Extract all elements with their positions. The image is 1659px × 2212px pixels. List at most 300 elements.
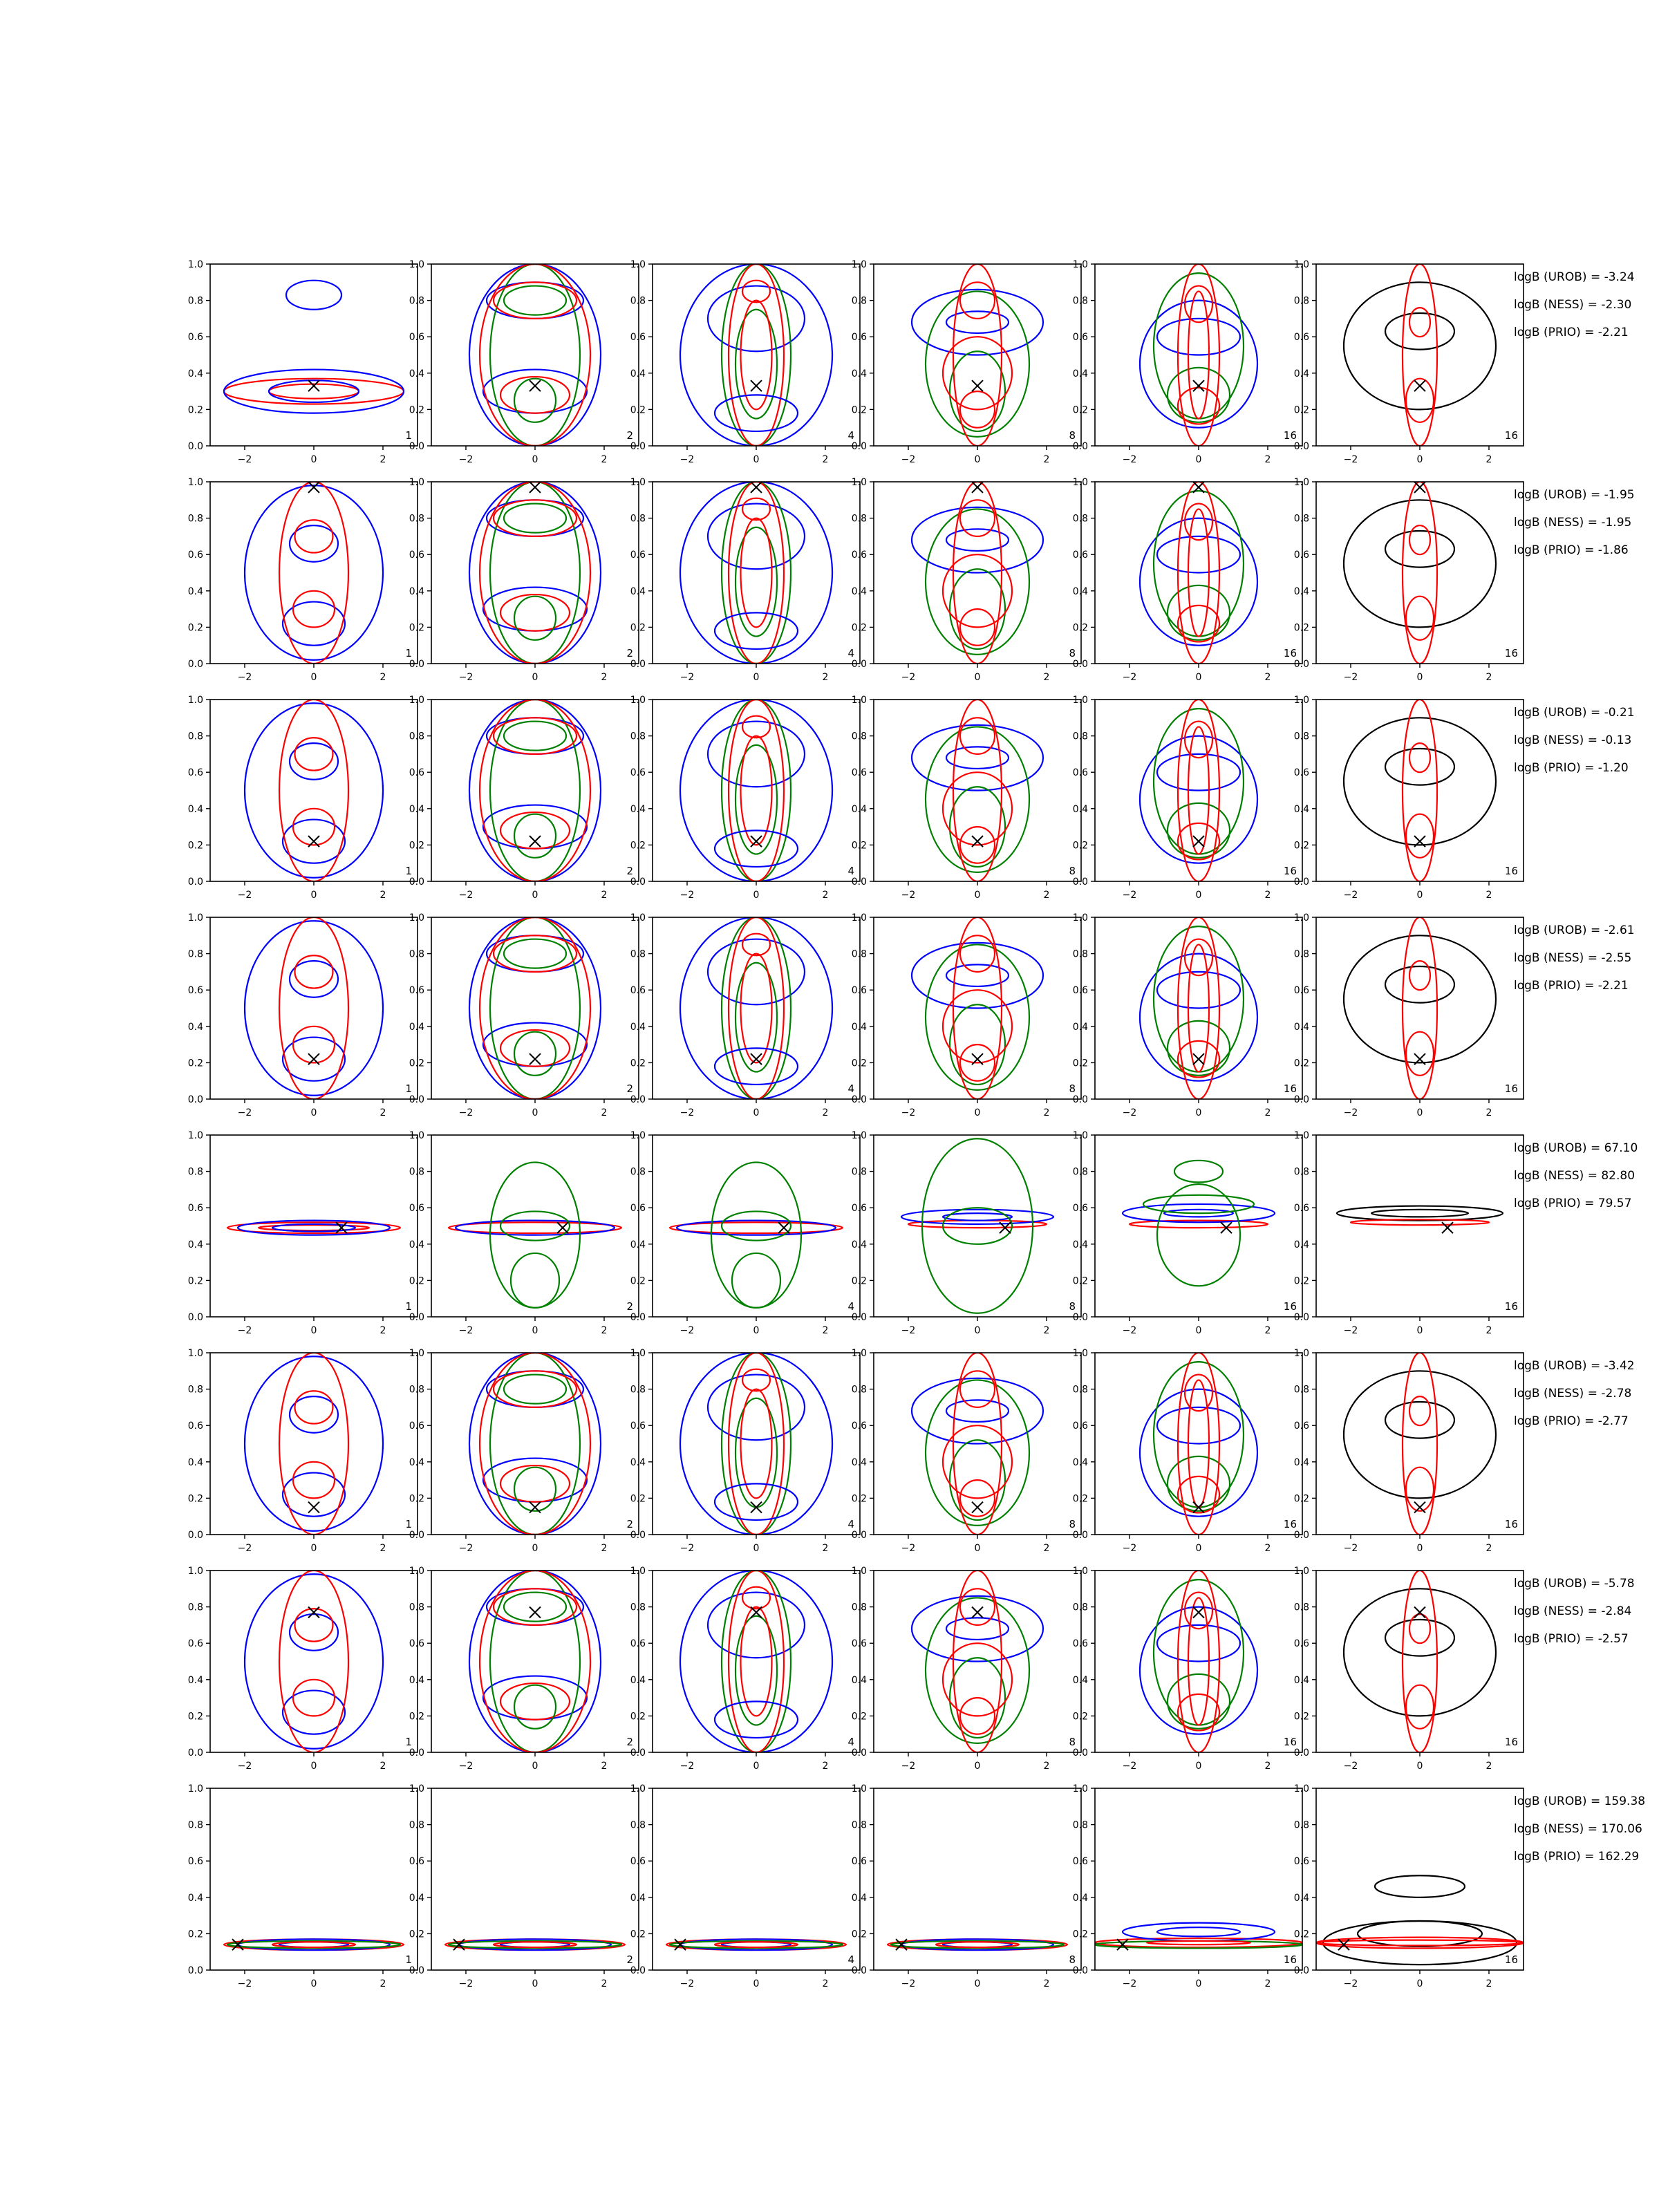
x-tick-label: 2 bbox=[379, 1978, 386, 1989]
contour-red-8 bbox=[500, 1465, 570, 1502]
y-tick-label: 0.2 bbox=[1293, 1929, 1309, 1940]
contour-green-4 bbox=[1168, 1456, 1230, 1511]
contour-red-1 bbox=[670, 1222, 843, 1233]
panel-row-3 bbox=[188, 695, 1635, 901]
y-tick-label: 0.6 bbox=[851, 767, 867, 779]
contour-group bbox=[666, 1939, 846, 1950]
x-tick-label: 0 bbox=[310, 1543, 317, 1554]
contour-group bbox=[1344, 264, 1496, 446]
contour-red-8 bbox=[500, 1030, 570, 1067]
y-tick-label: 0.8 bbox=[1293, 948, 1309, 960]
y-tick-label: 0.6 bbox=[1293, 985, 1309, 997]
y-tick-label: 0.0 bbox=[630, 877, 646, 888]
contour-blue-2 bbox=[487, 282, 583, 319]
y-tick-label: 0.0 bbox=[1072, 1094, 1088, 1105]
y-tick-label: 0.6 bbox=[187, 332, 203, 344]
contour-blue-2 bbox=[487, 1588, 583, 1625]
panel-corner-label: 4 bbox=[847, 429, 854, 442]
contour-group bbox=[469, 700, 601, 881]
contour-blue-1 bbox=[245, 1356, 383, 1530]
x-tick-label: 2 bbox=[822, 890, 829, 901]
contour-red-3 bbox=[1403, 917, 1437, 1099]
true-value-marker bbox=[529, 1053, 541, 1065]
contour-green-9 bbox=[514, 814, 556, 858]
contour-red-7 bbox=[960, 1588, 995, 1625]
y-tick-label: 0.8 bbox=[1293, 1166, 1309, 1178]
y-tick-label: 0.2 bbox=[630, 840, 646, 852]
contour-group bbox=[469, 1571, 601, 1752]
y-tick-label: 0.0 bbox=[1293, 1965, 1309, 1976]
logb-annotation: logB (UROB) = -1.95 bbox=[1514, 488, 1635, 502]
y-tick-label: 0.2 bbox=[409, 1058, 424, 1069]
y-tick-label: 0.4 bbox=[851, 1021, 867, 1033]
true-value-marker bbox=[308, 380, 319, 391]
panel-row-8 bbox=[188, 1783, 1645, 1989]
y-tick-label: 1.0 bbox=[409, 1130, 424, 1141]
x-tick-label: −2 bbox=[1343, 1543, 1358, 1554]
contour-blue-1 bbox=[1140, 736, 1257, 863]
contour-group bbox=[912, 1353, 1043, 1535]
panel-corner-label: 16 bbox=[1504, 1082, 1518, 1095]
true-value-marker bbox=[232, 1939, 243, 1950]
y-tick-label: 0.6 bbox=[1293, 550, 1309, 561]
x-tick-label: 2 bbox=[1043, 672, 1050, 683]
contour-red-4 bbox=[1409, 525, 1430, 554]
y-tick-label: 0.4 bbox=[630, 368, 646, 379]
contour-red-2 bbox=[224, 379, 404, 404]
y-tick-label: 0.6 bbox=[409, 1856, 424, 1868]
contour-blue-1 bbox=[245, 921, 383, 1095]
x-tick-label: −2 bbox=[1122, 1978, 1137, 1989]
contour-group bbox=[1316, 1875, 1524, 1965]
true-value-marker bbox=[557, 1222, 568, 1233]
y-tick-label: 0.8 bbox=[851, 295, 867, 307]
y-tick-label: 0.4 bbox=[1072, 803, 1088, 815]
x-tick-label: 2 bbox=[822, 1978, 829, 1989]
y-tick-label: 0.0 bbox=[630, 1312, 646, 1323]
axes-frame bbox=[431, 482, 639, 664]
y-tick-label: 0.2 bbox=[1072, 1058, 1088, 1069]
logb-annotation: logB (UROB) = -3.24 bbox=[1514, 270, 1635, 284]
panel-corner-label: 8 bbox=[1069, 647, 1076, 659]
y-tick-label: 0.4 bbox=[187, 1456, 203, 1468]
x-tick-label: −2 bbox=[679, 1325, 695, 1336]
contour-group bbox=[469, 482, 601, 664]
y-tick-label: 0.0 bbox=[409, 1094, 424, 1105]
axes-frame bbox=[210, 700, 418, 881]
y-tick-label: 0.8 bbox=[851, 1384, 867, 1396]
x-tick-label: 0 bbox=[1195, 1978, 1202, 1989]
panel-r7-c4 bbox=[852, 1566, 1081, 1772]
contour-green-4 bbox=[1168, 585, 1230, 640]
y-tick-label: 0.2 bbox=[630, 1058, 646, 1069]
y-tick-label: 0.0 bbox=[1072, 1312, 1088, 1323]
true-value-marker bbox=[529, 482, 541, 493]
x-tick-label: 2 bbox=[1264, 1543, 1271, 1554]
x-tick-label: 2 bbox=[1264, 1107, 1271, 1118]
contour-green-4 bbox=[735, 527, 777, 637]
panel-row-1 bbox=[188, 259, 1635, 465]
logb-annotation: logB (PRIO) = -2.57 bbox=[1514, 1632, 1629, 1646]
logb-annotation: logB (PRIO) = 79.57 bbox=[1514, 1197, 1632, 1210]
panel-corner-label: 1 bbox=[405, 1953, 412, 1966]
x-tick-label: −2 bbox=[1122, 672, 1137, 683]
contour-group bbox=[1095, 1923, 1302, 1951]
x-tick-label: 2 bbox=[822, 1761, 829, 1772]
x-tick-label: 0 bbox=[753, 1761, 760, 1772]
x-tick-label: −2 bbox=[1122, 890, 1137, 901]
y-tick-label: 0.6 bbox=[1293, 1638, 1309, 1650]
panel-r4-c6 bbox=[1294, 912, 1524, 1118]
contour-black-1 bbox=[1344, 282, 1496, 409]
contour-red-8 bbox=[742, 1587, 770, 1609]
contour-blue-2 bbox=[487, 1371, 583, 1407]
y-tick-label: 0.6 bbox=[1293, 332, 1309, 344]
x-tick-label: 2 bbox=[1264, 890, 1271, 901]
y-tick-label: 0.2 bbox=[630, 1493, 646, 1505]
y-tick-label: 0.4 bbox=[187, 1892, 203, 1904]
panel-r1-c4 bbox=[852, 259, 1081, 465]
y-tick-label: 0.0 bbox=[630, 659, 646, 670]
panel-corner-label: 8 bbox=[1069, 1082, 1076, 1095]
y-tick-label: 0.6 bbox=[1072, 1203, 1088, 1215]
contour-red-7 bbox=[960, 282, 995, 319]
axes-frame bbox=[1316, 264, 1524, 446]
panel-r4-c5 bbox=[1073, 912, 1302, 1118]
x-tick-label: 0 bbox=[532, 1543, 538, 1554]
logb-annotation: logB (UROB) = -2.61 bbox=[1514, 924, 1635, 937]
x-tick-label: 0 bbox=[532, 1325, 538, 1336]
x-tick-label: −2 bbox=[458, 1543, 474, 1554]
panel-corner-label: 2 bbox=[626, 1736, 633, 1748]
x-tick-label: 2 bbox=[1485, 672, 1492, 683]
x-tick-label: 2 bbox=[1264, 1978, 1271, 1989]
axes-frame bbox=[1316, 917, 1524, 1099]
y-tick-label: 1.0 bbox=[1072, 477, 1088, 488]
contour-red-7 bbox=[494, 1588, 577, 1625]
y-tick-label: 0.4 bbox=[1072, 1239, 1088, 1250]
panel-r6-c4 bbox=[852, 1348, 1081, 1554]
contour-red-4 bbox=[279, 917, 348, 1099]
y-tick-label: 0.6 bbox=[851, 1421, 867, 1432]
y-tick-label: 1.0 bbox=[630, 477, 646, 488]
contour-group bbox=[888, 1939, 1067, 1950]
y-tick-label: 1.0 bbox=[1072, 1566, 1088, 1577]
contour-black-2 bbox=[1385, 531, 1454, 568]
y-tick-label: 0.2 bbox=[187, 622, 203, 634]
contour-group bbox=[680, 482, 832, 664]
y-tick-label: 1.0 bbox=[851, 1348, 867, 1359]
panel-r5-c4 bbox=[852, 1130, 1081, 1336]
y-tick-label: 1.0 bbox=[187, 1566, 203, 1577]
y-tick-label: 0.8 bbox=[409, 1602, 424, 1613]
y-tick-label: 0.0 bbox=[409, 877, 424, 888]
contour-group bbox=[245, 700, 383, 881]
logb-annotation: logB (NESS) = -2.84 bbox=[1514, 1604, 1632, 1618]
x-tick-label: 2 bbox=[1485, 1978, 1492, 1989]
x-tick-label: 2 bbox=[1485, 890, 1492, 901]
panel-r6-c6 bbox=[1294, 1348, 1524, 1554]
contour-group bbox=[1337, 1206, 1503, 1234]
y-tick-label: 0.6 bbox=[851, 550, 867, 561]
y-tick-label: 1.0 bbox=[409, 1783, 424, 1794]
y-tick-label: 0.4 bbox=[187, 368, 203, 379]
contour-blue-2 bbox=[487, 935, 583, 972]
contour-green-5 bbox=[511, 1253, 559, 1308]
panel-r3-c2 bbox=[409, 695, 639, 901]
y-tick-label: 0.4 bbox=[630, 1892, 646, 1904]
x-tick-label: −2 bbox=[1343, 1761, 1358, 1772]
logb-annotation: logB (PRIO) = 162.29 bbox=[1514, 1850, 1640, 1864]
contour-blue-2 bbox=[487, 718, 583, 754]
x-tick-label: 2 bbox=[379, 672, 386, 683]
x-tick-label: 2 bbox=[1485, 1325, 1492, 1336]
y-tick-label: 1.0 bbox=[630, 1783, 646, 1794]
x-tick-label: 0 bbox=[1416, 672, 1423, 683]
y-tick-label: 0.0 bbox=[851, 441, 867, 452]
contour-blue-2 bbox=[1157, 972, 1240, 1009]
x-tick-label: 2 bbox=[1485, 1107, 1492, 1118]
x-tick-label: −2 bbox=[1343, 672, 1358, 683]
x-tick-label: −2 bbox=[1122, 454, 1137, 465]
x-tick-label: 0 bbox=[1195, 1761, 1202, 1772]
contour-blue-7 bbox=[715, 1048, 798, 1085]
contour-red-3 bbox=[1403, 264, 1437, 446]
panel-r5-c1 bbox=[188, 1130, 418, 1336]
y-tick-label: 0.2 bbox=[851, 1275, 867, 1287]
axes-frame bbox=[210, 917, 418, 1099]
y-tick-label: 0.4 bbox=[1293, 1021, 1309, 1033]
x-tick-label: 0 bbox=[974, 890, 981, 901]
y-tick-label: 1.0 bbox=[630, 695, 646, 706]
x-tick-label: 2 bbox=[379, 454, 386, 465]
contour-red-7 bbox=[494, 500, 577, 536]
y-tick-label: 1.0 bbox=[187, 695, 203, 706]
contour-red-6 bbox=[293, 1027, 335, 1063]
y-tick-label: 0.6 bbox=[1072, 1638, 1088, 1650]
contour-group bbox=[680, 264, 832, 446]
x-tick-label: −2 bbox=[458, 1761, 474, 1772]
panel-corner-label: 1 bbox=[405, 1300, 412, 1313]
contour-blue-1 bbox=[912, 943, 1043, 1009]
y-tick-label: 0.4 bbox=[1072, 1892, 1088, 1904]
y-tick-label: 0.2 bbox=[1293, 840, 1309, 852]
y-tick-label: 0.6 bbox=[1072, 1856, 1088, 1868]
contour-blue-1 bbox=[912, 1596, 1043, 1662]
y-tick-label: 0.8 bbox=[630, 295, 646, 307]
y-tick-label: 0.6 bbox=[409, 550, 424, 561]
y-tick-label: 0.0 bbox=[630, 1747, 646, 1759]
y-tick-label: 0.2 bbox=[630, 1275, 646, 1287]
panel-r4-c4 bbox=[852, 912, 1081, 1118]
y-tick-label: 0.4 bbox=[630, 803, 646, 815]
contour-green-4 bbox=[1168, 803, 1230, 858]
panel-row-7 bbox=[188, 1566, 1635, 1772]
y-tick-label: 0.8 bbox=[1072, 948, 1088, 960]
y-tick-label: 0.6 bbox=[187, 1421, 203, 1432]
contour-group bbox=[680, 1353, 832, 1535]
panel-r8-c5 bbox=[1073, 1783, 1302, 1989]
y-tick-label: 0.4 bbox=[630, 585, 646, 597]
y-tick-label: 0.2 bbox=[1293, 1058, 1309, 1069]
contour-green-4 bbox=[735, 310, 777, 419]
contour-green-9 bbox=[514, 597, 556, 640]
y-tick-label: 0.2 bbox=[409, 1493, 424, 1505]
y-tick-label: 0.8 bbox=[409, 513, 424, 525]
contour-blue-2 bbox=[1157, 319, 1240, 355]
panel-corner-label: 8 bbox=[1069, 429, 1076, 442]
contour-group bbox=[1344, 482, 1496, 664]
contour-red-7 bbox=[960, 500, 995, 536]
y-tick-label: 0.6 bbox=[630, 985, 646, 997]
y-tick-label: 0.4 bbox=[409, 1892, 424, 1904]
contour-green-4 bbox=[1168, 368, 1230, 422]
x-tick-label: 2 bbox=[822, 1543, 829, 1554]
x-tick-label: 2 bbox=[1485, 1543, 1492, 1554]
panel-corner-label: 8 bbox=[1069, 1300, 1076, 1313]
x-tick-label: −2 bbox=[237, 454, 252, 465]
true-value-marker bbox=[675, 1939, 686, 1950]
contour-red-3 bbox=[1403, 700, 1437, 881]
y-tick-label: 0.4 bbox=[1293, 1456, 1309, 1468]
y-tick-label: 0.6 bbox=[187, 767, 203, 779]
y-tick-label: 0.8 bbox=[187, 1384, 203, 1396]
panel-row-2 bbox=[188, 477, 1635, 683]
contour-red-4 bbox=[279, 700, 348, 881]
y-tick-label: 0.8 bbox=[409, 1384, 424, 1396]
panel-r8-c2 bbox=[409, 1783, 639, 1989]
y-tick-label: 0.2 bbox=[851, 404, 867, 416]
panel-r7-c6 bbox=[1294, 1566, 1524, 1772]
contour-green-4 bbox=[735, 745, 777, 854]
contour-red-6 bbox=[741, 1389, 772, 1499]
panel-corner-label: 4 bbox=[847, 1518, 854, 1530]
contour-red-6 bbox=[293, 809, 335, 845]
x-tick-label: −2 bbox=[237, 672, 252, 683]
contour-group bbox=[1140, 1571, 1257, 1752]
y-tick-label: 0.2 bbox=[409, 404, 424, 416]
panel-corner-label: 4 bbox=[847, 1953, 854, 1966]
y-tick-label: 0.6 bbox=[630, 1856, 646, 1868]
y-tick-label: 0.0 bbox=[187, 441, 203, 452]
y-tick-label: 0.0 bbox=[851, 1747, 867, 1759]
logb-annotation: logB (NESS) = -2.30 bbox=[1514, 298, 1632, 312]
true-value-marker bbox=[1414, 1606, 1425, 1618]
y-tick-label: 1.0 bbox=[409, 259, 424, 270]
x-tick-label: 0 bbox=[532, 1107, 538, 1118]
contour-group bbox=[469, 917, 601, 1099]
panel-row-4 bbox=[188, 912, 1635, 1118]
contour-red-1 bbox=[449, 1222, 621, 1233]
contour-blue-1 bbox=[245, 485, 383, 659]
panel-r1-c2 bbox=[409, 259, 639, 465]
contour-blue-7 bbox=[715, 1701, 798, 1738]
panel-corner-label: 16 bbox=[1504, 1736, 1518, 1748]
x-tick-label: −2 bbox=[458, 672, 474, 683]
panel-corner-label: 2 bbox=[626, 1518, 633, 1530]
y-tick-label: 0.0 bbox=[187, 1747, 203, 1759]
x-tick-label: −2 bbox=[1122, 1107, 1137, 1118]
y-tick-label: 1.0 bbox=[851, 695, 867, 706]
x-tick-label: 2 bbox=[1264, 1761, 1271, 1772]
panel-r6-c1 bbox=[188, 1348, 418, 1554]
y-tick-label: 0.6 bbox=[851, 1203, 867, 1215]
y-tick-label: 0.6 bbox=[1293, 767, 1309, 779]
contour-black-1 bbox=[1344, 935, 1496, 1062]
true-value-marker bbox=[1193, 836, 1204, 847]
y-tick-label: 0.6 bbox=[851, 985, 867, 997]
true-value-marker bbox=[972, 482, 983, 493]
true-value-marker bbox=[1193, 1606, 1204, 1618]
x-tick-label: −2 bbox=[237, 890, 252, 901]
y-tick-label: 0.6 bbox=[630, 1421, 646, 1432]
axes-frame bbox=[1095, 1135, 1302, 1317]
contour-blue-1 bbox=[1140, 954, 1257, 1081]
true-value-marker bbox=[529, 1606, 541, 1618]
contour-group bbox=[680, 1571, 832, 1752]
contour-red-4 bbox=[1409, 961, 1430, 990]
contour-red-6 bbox=[480, 1571, 590, 1752]
contour-group bbox=[245, 1571, 383, 1752]
x-tick-label: 2 bbox=[822, 672, 829, 683]
x-tick-label: 0 bbox=[753, 890, 760, 901]
y-tick-label: 0.8 bbox=[851, 513, 867, 525]
contour-green-3 bbox=[926, 1597, 1029, 1743]
contour-blue-2 bbox=[283, 1691, 345, 1734]
x-tick-label: 0 bbox=[310, 1761, 317, 1772]
true-value-marker bbox=[751, 482, 762, 493]
panel-corner-label: 8 bbox=[1069, 1518, 1076, 1530]
contour-black-2 bbox=[1385, 749, 1454, 785]
axes-frame bbox=[1316, 1788, 1524, 1970]
true-value-marker bbox=[896, 1939, 907, 1950]
y-tick-label: 0.0 bbox=[630, 1530, 646, 1541]
contour-red-6 bbox=[741, 736, 772, 845]
contour-red-6 bbox=[293, 1680, 335, 1716]
y-tick-label: 0.8 bbox=[630, 731, 646, 742]
y-tick-label: 0.2 bbox=[630, 404, 646, 416]
contour-red-4 bbox=[279, 1571, 348, 1752]
contour-red-4 bbox=[1409, 1396, 1430, 1425]
contour-group bbox=[1344, 917, 1496, 1099]
y-tick-label: 1.0 bbox=[851, 1783, 867, 1794]
logb-annotation: logB (NESS) = 170.06 bbox=[1514, 1822, 1642, 1836]
contour-blue-3 bbox=[1157, 1927, 1240, 1936]
y-tick-label: 1.0 bbox=[1293, 695, 1309, 706]
y-tick-label: 1.0 bbox=[1293, 1130, 1309, 1141]
x-tick-label: 2 bbox=[601, 454, 608, 465]
contour-blue-1 bbox=[912, 290, 1043, 355]
logb-annotation: logB (UROB) = -0.21 bbox=[1514, 706, 1635, 720]
true-value-marker bbox=[778, 1222, 789, 1233]
true-value-marker bbox=[336, 1222, 347, 1233]
y-tick-label: 0.0 bbox=[409, 1312, 424, 1323]
panel-corner-label: 2 bbox=[626, 865, 633, 877]
x-tick-label: 2 bbox=[1264, 454, 1271, 465]
y-tick-label: 1.0 bbox=[187, 1783, 203, 1794]
y-tick-label: 1.0 bbox=[630, 1348, 646, 1359]
y-tick-label: 0.0 bbox=[409, 1530, 424, 1541]
x-tick-label: 0 bbox=[1416, 1107, 1423, 1118]
y-tick-label: 0.2 bbox=[630, 1711, 646, 1723]
x-tick-label: −2 bbox=[679, 672, 695, 683]
panel-corner-label: 1 bbox=[405, 1518, 412, 1530]
y-tick-label: 0.4 bbox=[187, 1239, 203, 1250]
contour-red-8 bbox=[742, 1369, 770, 1391]
contour-group bbox=[1344, 1353, 1496, 1535]
panel-corner-label: 2 bbox=[626, 429, 633, 442]
y-tick-label: 0.0 bbox=[187, 1530, 203, 1541]
